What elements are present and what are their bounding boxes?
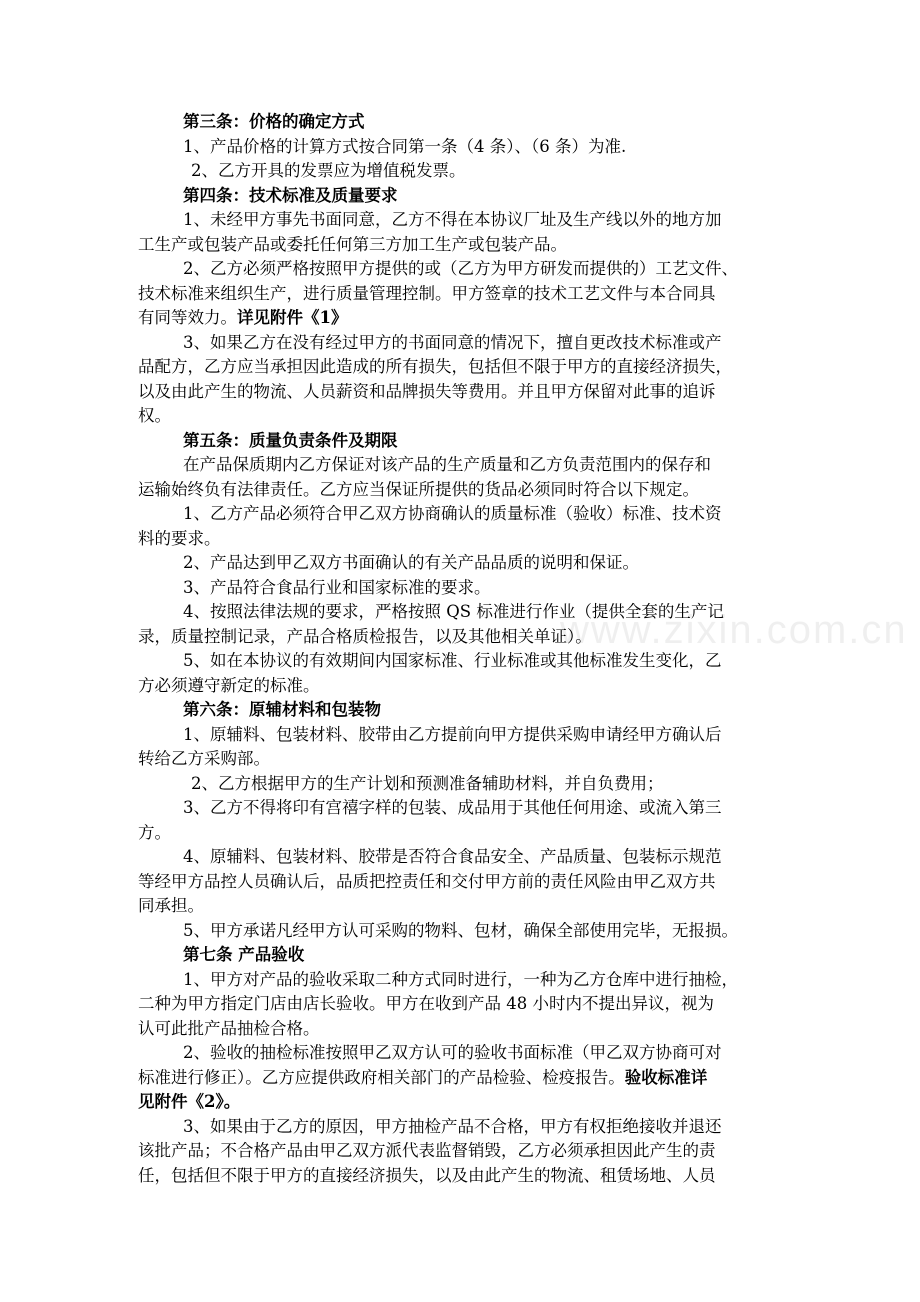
bold-text: 第三条：价格的确定方式: [183, 112, 365, 131]
bold-text: 详见附件《1》: [237, 308, 348, 327]
text-line: [138, 355, 780, 380]
text-line: [138, 821, 780, 846]
text-line: [138, 747, 780, 772]
body-text: 权。: [138, 406, 171, 425]
body-text: 5、甲方承诺凡经甲方认可采购的物料、包材，确保全部使用完毕，无报损。: [183, 920, 738, 940]
text-line: [138, 870, 780, 895]
body-text: 方。: [138, 822, 171, 842]
body-text: 1、未经甲方事先书面同意，乙方不得在本协议厂址及生产线以外的地方加: [183, 210, 722, 229]
body-text: 2、乙方根据甲方的生产计划和预测准备辅助材料，并自负费用；: [191, 773, 664, 793]
text-line: [138, 674, 780, 699]
body-text: 4、原辅料、包装材料、胶带是否符合食品安全、产品质量、包装标示规范: [183, 847, 722, 866]
body-text: 工生产或包装产品或委托任何第三方加工生产或包装产品。: [138, 234, 567, 254]
body-text: 该批产品；不合格产品由甲乙双方派代表监督销毁，乙方必须承担因此产生的责: [138, 1141, 716, 1160]
body-text: 3、如果由于乙方的原因，甲方抽检产品不合格，甲方有权拒绝接收并退还: [183, 1116, 722, 1136]
text-line: [138, 992, 780, 1017]
bold-text: 第四条：技术标准及质量要求: [183, 185, 398, 205]
body-text: 在产品保质期内乙方保证对该产品的生产质量和乙方负责范围内的保存和: [183, 455, 711, 474]
text-line: [138, 625, 780, 650]
body-text: 2、产品达到甲乙双方书面确认的有关产品品质的说明和保证。: [183, 553, 639, 572]
body-text: 1、甲方对产品的验收采取二种方式同时进行，一种为乙方仓库中进行抽检，: [183, 969, 738, 989]
body-text: 1、产品价格的计算方式按合同第一条（4 条）、（6 条）为准.: [183, 136, 627, 156]
text-line: [138, 478, 780, 503]
bold-text: 第六条：原辅材料和包装物: [183, 700, 381, 719]
body-text: 技术标准来组织生产，进行质量管理控制。甲方签章的技术工艺文件与本合同具: [138, 283, 716, 303]
body-text: 2、验收的抽检标准按照甲乙双方认可的验收书面标准（甲乙双方协商可对: [183, 1043, 722, 1062]
body-text: 标准进行修正）。乙方应提供政府相关部门的产品检验、检疫报告。: [138, 1067, 625, 1087]
bold-text: 第七条 产品验收: [183, 945, 305, 964]
text-line: [138, 159, 780, 184]
body-text: 3、乙方不得将印有宫禧字样的包装、成品用于其他任何用途、或流入第三: [183, 798, 722, 817]
section-heading: [138, 110, 780, 135]
bold-text: 验收标准详: [624, 1067, 708, 1087]
text-line: [138, 331, 780, 356]
text-line: [138, 1164, 780, 1189]
body-text: 以及由此产生的物流、人员薪资和品牌损失等费用。并且甲方保留对此事的追诉: [138, 381, 716, 401]
body-text: 5、如在本协议的有效期间内国家标准、行业标准或其他标准发生变化，乙: [183, 651, 722, 670]
text-line: [138, 576, 780, 601]
body-text: 4、按照法律法规的要求，严格按照 QS 标准进行作业（提供全套的生产记: [183, 602, 724, 621]
body-text: 1、原辅料、包装材料、胶带由乙方提前向甲方提供采购申请经甲方确认后: [183, 724, 722, 744]
text-line: [138, 1139, 780, 1164]
text-line: [138, 600, 780, 625]
body-text: 等经甲方品控人员确认后，品质把控责任和交付甲方前的责任风险由甲乙双方共: [138, 871, 716, 891]
bold-text: 见附件《2》。: [138, 1092, 241, 1111]
text-line: [138, 551, 780, 576]
text-line: [138, 453, 780, 478]
text-line: [138, 919, 780, 944]
body-text: 运输始终负有法律责任。乙方应当保证所提供的货品必须同时符合以下规定。: [138, 479, 699, 499]
text-line: [138, 649, 780, 674]
section-heading: [138, 429, 780, 454]
text-line: [138, 380, 780, 405]
body-text: 1、乙方产品必须符合甲乙双方协商确认的质量标准（验收）标准、技术资: [183, 504, 722, 523]
body-text: 同承担。: [138, 896, 204, 915]
text-line: [138, 723, 780, 748]
text-line: [138, 1017, 780, 1042]
body-text: 2、乙方开具的发票应为增值税发票。: [191, 161, 466, 180]
body-text: 2、乙方必须严格按照甲方提供的或（乙方为甲方研发而提供的）工艺文件、: [183, 259, 738, 278]
bold-text: 第五条：质量负责条件及期限: [183, 430, 398, 450]
body-text: 品配方，乙方应当承担因此造成的所有损失，包括但不限于甲方的直接经济损失，: [138, 357, 732, 376]
text-line: [138, 502, 780, 527]
text-line: [138, 968, 780, 993]
text-line: [138, 233, 780, 258]
text-line: [138, 135, 780, 160]
text-line: [138, 404, 780, 429]
text-line: [138, 772, 780, 797]
text-line: [138, 1115, 780, 1140]
watermark: www.zixin.com.cn: [560, 608, 908, 652]
body-text: 转给乙方采购部。: [138, 749, 270, 768]
text-line: [138, 257, 780, 282]
document-page: [138, 110, 780, 1188]
body-text: 任，包括但不限于甲方的直接经济损失，以及由此产生的物流、租赁场地、人员: [138, 1165, 716, 1185]
body-text: 认可此批产品抽检合格。: [138, 1018, 320, 1038]
text-line: [138, 845, 780, 870]
body-text: 3、产品符合食品行业和国家标准的要求。: [183, 577, 491, 597]
body-text: 方必须遵守新定的标准。: [138, 675, 320, 695]
text-line: [138, 1066, 780, 1091]
body-text: 录，质量控制记录，产品合格质检报告，以及其他相关单证）。: [138, 626, 592, 646]
section-heading: [138, 698, 780, 723]
section-heading: [138, 1090, 780, 1115]
text-line: [138, 796, 780, 821]
text-line: [138, 208, 780, 233]
text-line: [138, 894, 780, 919]
body-text: 有同等效力。: [138, 308, 237, 327]
body-text: 料的要求。: [138, 528, 221, 548]
body-text: 3、如果乙方在没有经过甲方的书面同意的情况下，擅自更改技术标准或产: [183, 332, 722, 352]
section-heading: [138, 943, 780, 968]
text-line: [138, 527, 780, 552]
text-line: [138, 306, 780, 331]
text-line: [138, 1041, 780, 1066]
text-line: [138, 282, 780, 307]
section-heading: [138, 184, 780, 209]
body-text: 二种为甲方指定门店由店长验收。甲方在收到产品 48 小时内不提出异议，视为: [138, 994, 714, 1013]
